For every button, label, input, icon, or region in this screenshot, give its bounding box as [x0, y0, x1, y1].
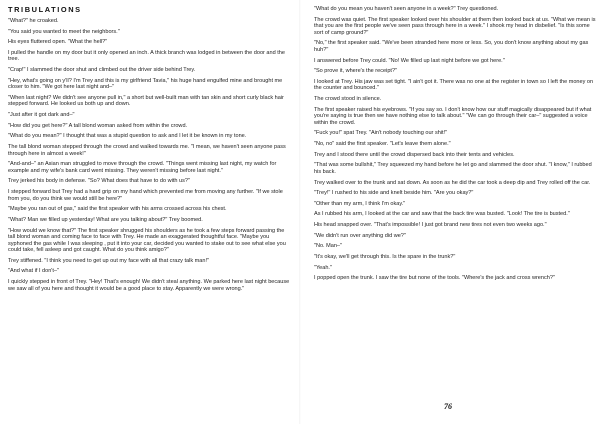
paragraph: "And what if I don't–": [8, 268, 59, 275]
paragraph: His head snapped over. "That's impossible! I just got brand new tires not even two weeks ago.": [314, 222, 547, 229]
paragraph: I stepped forward but Trey had a hard grip on my hand which prevented me from moving any further. "If we stole from you, do you think we would still be here?": [8, 189, 283, 202]
paragraph: "What do you mean?" I thought that was a stupid question to ask and I let it be known in my tone.: [8, 133, 247, 140]
paragraph: The crowd stood in silence.: [314, 96, 382, 103]
paragraph: "Trey!" I rushed to his side and knelt beside him. "Are you okay?": [314, 190, 474, 197]
paragraph: I looked at Trey. His jaw was set tight. "I ain't got it. There was no one at the register in town so I left the money on the counter and bounced.": [314, 78, 594, 92]
paragraph: I popped open the trunk. I saw the tire but none of the tools. "Where's the jack and cross wrench?": [314, 275, 555, 282]
paragraph: "What?" he croaked.: [8, 18, 59, 24]
paragraph: "Other than my arm, I think I'm okay.": [314, 200, 406, 207]
paragraph: "We didn't run over anything did we?": [314, 232, 406, 239]
running-header: TRIBULATIONS: [8, 5, 82, 14]
paragraph: I answered before Trey could. "No! We filled up last night before we got here.": [314, 57, 505, 64]
paragraph: The tall blond woman stepped through the crowd and walked towards me. "I mean, we haven't seen anyone pass through here in almost a week!": [8, 144, 286, 157]
paragraph: His eyes fluttered open. "What the hell?": [8, 39, 108, 46]
paragraph: Trey walked over to the trunk and sat down. As soon as he did the car took a deep dip and Trey rolled off the car.: [314, 179, 591, 186]
paragraph: "How would we know that?" The first speaker shrugged his shoulders as he took a few steps forward passing the tall blond woman and coming face to face with Trey. He made an exaggerated thoughtful face. "Maybe you syphoned the gas while I was sleeping , put it into your car, decided you wanted to stake out to see what else you could take, fell asleep and got caught. What do you think amigo?": [8, 227, 286, 254]
paragraph: "No. Man–": [314, 243, 342, 250]
paragraph: "How did you get here?" A tall blond woman asked from within the crowd.: [8, 122, 188, 129]
paragraph: Trey and I stood there until the crowd dispersed back into their tents and vehicles.: [314, 151, 515, 158]
paragraph: Trey jerked his body in defense. "So? What does that have to do with us?": [8, 178, 190, 185]
paragraph: "That was some bullshit," Trey squeezed my hand before he let go and slammed the door shut. "I know," I rubbed his back.: [314, 162, 592, 175]
paragraph: I pulled the handle on my door but it only opened an inch. A thick branch was lodged in between the door and the tree.: [8, 49, 285, 63]
paragraph: "And-and–" an Asian man struggled to move through the crowd. "Things went missing last night, my watch for example and my wife's bank card went missing. They weren't missing before last night.": [8, 161, 277, 174]
paragraph: "Fuck you!" spat Trey. "Ain't nobody touching our shit!": [314, 130, 448, 137]
paragraph: "Just after it got dark and–": [8, 112, 75, 119]
right-page: [314, 0, 596, 424]
paragraph: "What? Man we filled up yesterday! What are you talking about?" Trey boomed.: [8, 216, 203, 223]
paragraph: "When last night? We didn't see anyone pull in," a short but well-built man with tan skin and short curly black hair stepped forward. He looked us both up and down.: [8, 94, 284, 108]
paragraph: "Hey, what's going on y'll? I'm Trey and this is my girlfriend Tavia," his huge hand engulfed mine and brought me closer to him. "We got here last night and–": [8, 77, 283, 91]
left-page-body: [8, 18, 290, 292]
paragraph: "It's okay, we'll get through this. Is the spare in the trunk?": [314, 254, 456, 260]
page-number: 76: [444, 402, 452, 411]
paragraph: "No," the first speaker said. "We've been stranded here more or less. So, you don't know anything about my gas huh?": [314, 40, 589, 53]
right-page-body: [314, 6, 596, 282]
paragraph: "Maybe you ran out of gas," said the first speaker with his arms crossed across his chest.: [8, 206, 227, 213]
paragraph: "Crap!" I slammed the door shut and climbed out the driver side behind Trey.: [8, 67, 196, 74]
paragraph: "No, no" said the first speaker. "Let's leave them alone.": [314, 141, 451, 148]
paragraph: "So prove it, where's the receipt?": [314, 68, 398, 75]
paragraph: "Yeah.": [314, 264, 332, 271]
left-page: [8, 0, 290, 424]
paragraph: I quickly stepped in front of Trey. "Hey! That's enough! We didn't steal anything. We parked here last night because we saw all of you here and thought it would be a good place to stay. Apparently we were wrong.": [8, 279, 290, 292]
paragraph: As I rubbed his arm, I looked at the car and saw that the back tire was busted. "Look! The tire is busted.": [314, 211, 570, 218]
paragraph: The crowd was quiet. The first speaker looked over his shoulder at them then looked back at us. "What we mean is that you are the first people we've seen pass through here in a week." I shook my head in disbelief. "Is this some sort of camp ground?": [314, 16, 596, 36]
paragraph: "You said you wanted to meet the neighbors.": [8, 28, 120, 35]
paragraph: "What do you mean you haven't seen anyone in a week?" Trey questioned.: [314, 6, 499, 12]
paragraph: The first speaker raised his eyebrows. "If you say so. I don't know how our stuff magically disappeared but if what you're saying is true then we have nothing else to talk about." "We can go through their car–" suggested a voice within the crowd.: [314, 106, 592, 126]
page-gutter: [299, 0, 301, 424]
paragraph: Trey stiffened. "I think you need to get up out my face with all that crazy talk man!": [8, 257, 209, 264]
